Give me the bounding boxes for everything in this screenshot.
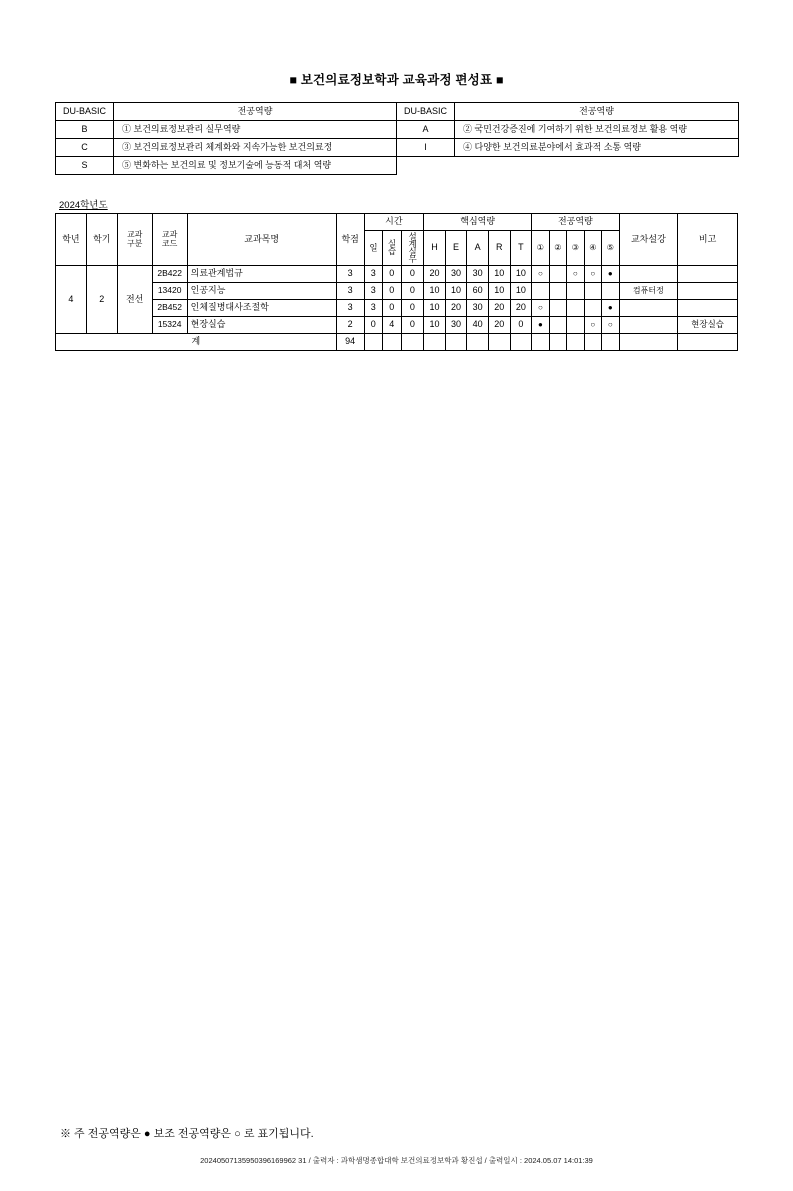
total-empty-6 xyxy=(467,334,489,351)
cell-code: 13420 xyxy=(152,283,187,300)
cell-lecture-open xyxy=(619,266,678,283)
legend-header-row xyxy=(56,103,739,121)
th-core-t: T xyxy=(510,231,532,266)
curriculum-table xyxy=(55,213,738,351)
legend-left-desc: ③ 보건의료정보관리 체계화와 지속가능한 보건의료정 xyxy=(114,139,397,157)
th-core-h: H xyxy=(424,231,446,266)
total-empty-1 xyxy=(364,334,383,351)
curriculum-header-row-1 xyxy=(56,214,738,231)
legend-header-right-title: 전공역량 xyxy=(455,103,739,121)
cell-remark: 현장실습 xyxy=(678,317,738,334)
th-hours-design: 설계실무 xyxy=(401,231,424,266)
legend-left-code: C xyxy=(56,139,114,157)
th-core-e: E xyxy=(445,231,467,266)
cell-hours-practice: 0 xyxy=(383,300,402,317)
cell-major-3: ○ xyxy=(567,266,584,283)
legend-right-code: A xyxy=(397,121,455,139)
cell-hours-theory: 3 xyxy=(364,283,383,300)
cell-major-4 xyxy=(584,283,601,300)
th-major-1: ① xyxy=(532,231,549,266)
cell-core-e: 10 xyxy=(445,283,467,300)
total-empty-8 xyxy=(510,334,532,351)
th-core-a: A xyxy=(467,231,489,266)
cell-major-3 xyxy=(567,300,584,317)
cell-subject-name: 인공지능 xyxy=(187,283,336,300)
th-core-r: R xyxy=(488,231,510,266)
cell-major-1: ○ xyxy=(532,300,549,317)
cell-grade: 4 xyxy=(56,266,87,334)
cell-code: 2B452 xyxy=(152,300,187,317)
cell-major-5: ● xyxy=(602,266,619,283)
legend-left-desc: ① 보건의료정보관리 실무역량 xyxy=(114,121,397,139)
table-row xyxy=(56,300,738,317)
legend-right-code: I xyxy=(397,139,455,157)
cell-major-1: ○ xyxy=(532,266,549,283)
print-metadata: 20240507135950396169962 31 / 출력자 : 과학샘명종합대학 보건의료정보학과 황진섭 / 출력일시 : 2024.05.07 14:01:39 xyxy=(200,1156,593,1165)
th-major-3: ③ xyxy=(567,231,584,266)
total-empty-2 xyxy=(383,334,402,351)
cell-core-t: 0 xyxy=(510,317,532,334)
cell-core-a: 60 xyxy=(467,283,489,300)
legend-header-left-code: DU-BASIC xyxy=(56,103,114,121)
table-row xyxy=(56,317,738,334)
cell-remark xyxy=(678,283,738,300)
total-empty-14 xyxy=(619,334,678,351)
cell-core-h: 20 xyxy=(424,266,446,283)
cell-credit: 2 xyxy=(336,317,364,334)
legend-row xyxy=(56,157,739,175)
cell-hours-theory: 3 xyxy=(364,266,383,283)
cell-credit: 3 xyxy=(336,283,364,300)
th-hours-group: 시간 xyxy=(364,214,424,231)
cell-major-5 xyxy=(602,283,619,300)
cell-core-a: 40 xyxy=(467,317,489,334)
cell-subject-name: 의료관계법규 xyxy=(187,266,336,283)
cell-core-r: 20 xyxy=(488,317,510,334)
total-empty-9 xyxy=(532,334,549,351)
cell-lecture-open: 컴퓨터정 xyxy=(619,283,678,300)
legend-row xyxy=(56,121,739,139)
th-grade: 학년 xyxy=(56,214,87,266)
legend-note: ※ 주 전공역량은 ● 보조 전공역량은 ○ 로 표기됩니다. xyxy=(60,1128,314,1140)
th-semester: 학기 xyxy=(86,214,117,266)
cell-major-2 xyxy=(549,300,566,317)
page-title: ■ 보건의료정보학과 교육과정 편성표 ■ xyxy=(289,73,504,87)
curriculum-total-row xyxy=(56,334,738,351)
total-empty-15 xyxy=(678,334,738,351)
cell-major-2 xyxy=(549,317,566,334)
cell-hours-practice: 0 xyxy=(383,283,402,300)
cell-core-a: 30 xyxy=(467,300,489,317)
legend-left-code: S xyxy=(56,157,114,175)
th-subject-name: 교과목명 xyxy=(187,214,336,266)
th-hours-practice: 실습 xyxy=(383,231,402,266)
cell-core-r: 10 xyxy=(488,266,510,283)
total-empty-12 xyxy=(584,334,601,351)
cell-major-5: ○ xyxy=(602,317,619,334)
cell-division: 전선 xyxy=(117,266,152,334)
th-subject-division: 교과 구분 xyxy=(117,214,152,266)
cell-hours-practice: 4 xyxy=(383,317,402,334)
legend-header-right-code: DU-BASIC xyxy=(397,103,455,121)
cell-core-e: 30 xyxy=(445,266,467,283)
cell-core-t: 20 xyxy=(510,300,532,317)
total-empty-10 xyxy=(549,334,566,351)
th-major-2: ② xyxy=(549,231,566,266)
cell-major-5: ● xyxy=(602,300,619,317)
total-empty-11 xyxy=(567,334,584,351)
cell-subject-name: 현장실습 xyxy=(187,317,336,334)
total-credit: 94 xyxy=(336,334,364,351)
legend-row xyxy=(56,139,739,157)
cell-major-1: ● xyxy=(532,317,549,334)
cell-credit: 3 xyxy=(336,266,364,283)
cell-major-2 xyxy=(549,266,566,283)
cell-remark xyxy=(678,300,738,317)
cell-core-a: 30 xyxy=(467,266,489,283)
legend-right-desc: ② 국민건강증진에 기여하기 위한 보건의료정보 활용 역량 xyxy=(455,121,739,139)
total-label: 계 xyxy=(56,334,337,351)
cell-code: 2B422 xyxy=(152,266,187,283)
legend-header-left-title: 전공역량 xyxy=(114,103,397,121)
cell-core-h: 10 xyxy=(424,283,446,300)
total-empty-7 xyxy=(488,334,510,351)
table-row xyxy=(56,283,738,300)
th-major-4: ④ xyxy=(584,231,601,266)
total-empty-5 xyxy=(445,334,467,351)
legend-left-desc: ⑤ 변화하는 보건의료 및 정보기술에 능동적 대처 역량 xyxy=(114,157,397,175)
total-empty-4 xyxy=(424,334,446,351)
cell-major-2 xyxy=(549,283,566,300)
total-empty-3 xyxy=(401,334,424,351)
cell-core-r: 20 xyxy=(488,300,510,317)
cell-hours-design: 0 xyxy=(401,283,424,300)
th-remark: 비고 xyxy=(678,214,738,266)
cell-code: 15324 xyxy=(152,317,187,334)
cell-hours-design: 0 xyxy=(401,317,424,334)
th-lecture-open: 교차설강 xyxy=(619,214,678,266)
cell-remark xyxy=(678,266,738,283)
cell-semester: 2 xyxy=(86,266,117,334)
cell-core-t: 10 xyxy=(510,266,532,283)
academic-year-label: 2024학년도 xyxy=(59,200,108,211)
table-row xyxy=(56,266,738,283)
cell-hours-design: 0 xyxy=(401,266,424,283)
total-empty-13 xyxy=(602,334,619,351)
cell-major-4: ○ xyxy=(584,266,601,283)
cell-lecture-open xyxy=(619,317,678,334)
legend-left-code: B xyxy=(56,121,114,139)
th-hours-theory: 일 xyxy=(364,231,383,266)
th-core-group: 핵심역량 xyxy=(424,214,532,231)
legend-right-desc: ④ 다양한 보건의료분야에서 효과적 소통 역량 xyxy=(455,139,739,157)
cell-credit: 3 xyxy=(336,300,364,317)
legend-right-code-empty xyxy=(397,157,455,175)
th-major-group: 전공역량 xyxy=(532,214,619,231)
cell-core-t: 10 xyxy=(510,283,532,300)
legend-right-desc-empty xyxy=(455,157,739,175)
cell-core-e: 20 xyxy=(445,300,467,317)
cell-major-4: ○ xyxy=(584,317,601,334)
cell-major-3 xyxy=(567,283,584,300)
cell-major-1 xyxy=(532,283,549,300)
cell-major-4 xyxy=(584,300,601,317)
cell-hours-theory: 3 xyxy=(364,300,383,317)
th-credit: 학점 xyxy=(336,214,364,266)
cell-core-e: 30 xyxy=(445,317,467,334)
cell-hours-theory: 0 xyxy=(364,317,383,334)
cell-core-r: 10 xyxy=(488,283,510,300)
cell-hours-design: 0 xyxy=(401,300,424,317)
th-major-5: ⑤ xyxy=(602,231,619,266)
cell-major-3 xyxy=(567,317,584,334)
cell-hours-practice: 0 xyxy=(383,266,402,283)
document-page xyxy=(0,70,793,1191)
th-subject-code: 교과 코드 xyxy=(152,214,187,266)
competency-legend-table xyxy=(55,102,739,175)
cell-core-h: 10 xyxy=(424,317,446,334)
cell-lecture-open xyxy=(619,300,678,317)
cell-subject-name: 인체질병대사조절학 xyxy=(187,300,336,317)
cell-core-h: 10 xyxy=(424,300,446,317)
